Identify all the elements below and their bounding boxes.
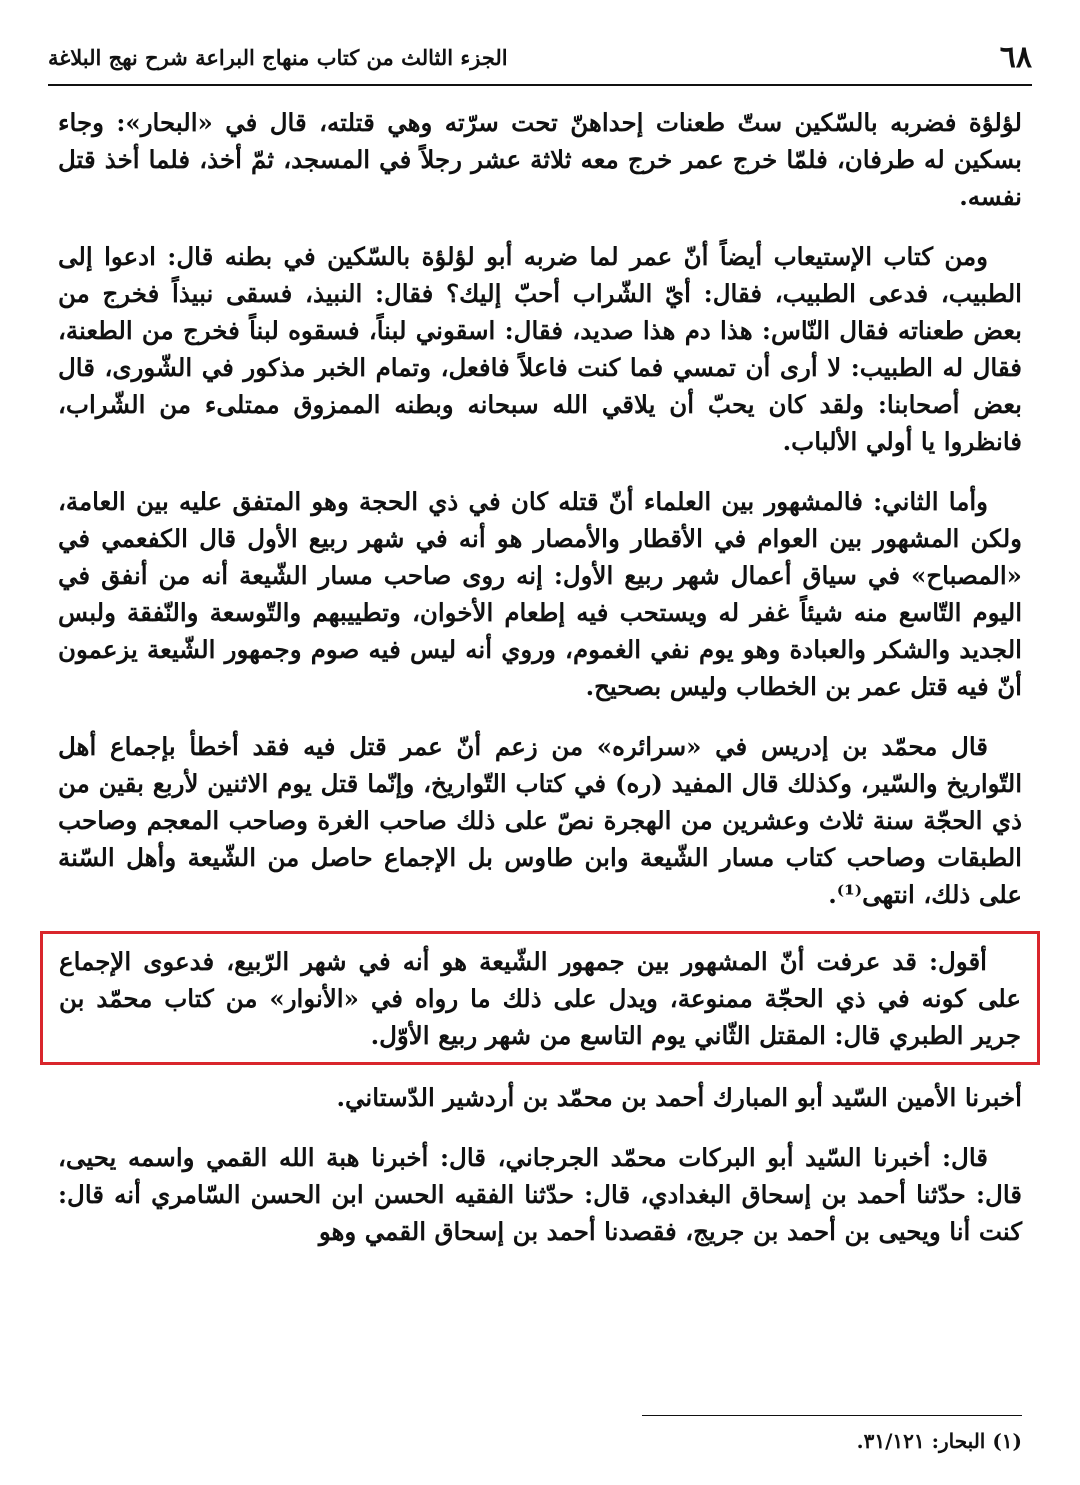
footnote: (١) البحار: ٣١/١٢١.	[856, 1429, 1022, 1453]
paragraph-6: أخبرنا الأمين السّيد أبو المبارك أحمد بن محمّد بن أردشير الدّستاني.	[336, 1083, 1022, 1112]
paragraph-1: لؤلؤة فضربه بالسّكين ستّ طعنات إحداهنّ تحت سرّته وهي قتلته، قال في «البحار»: وجاء بسكين له طرفان، فلمّا خرج عمر خرج معه ثلاثة عشر رجلاً في المسجد، ثمّ أخذ، فلما أخذ قتل نفسه.	[58, 108, 1022, 211]
footnote-rule	[642, 1415, 1022, 1416]
paragraph-3-lead: وأما الثاني:	[873, 487, 988, 516]
page-number: ٦٨	[999, 40, 1032, 75]
paragraph-2: ومن كتاب الإستيعاب أيضاً أنّ عمر لما ضربه أبو لؤلؤة بالسّكين في بطنه قال: ادعوا إلى الطبيب، فدعى الطبيب، فقال: أيّ الشّراب أحبّ إليك؟ فقال: النبيذ، فسقى نبيذاً فخرج من بعض طعناته فقال النّاس: هذا دم هذا صديد، فقال: اسقوني لبناً، فسقوه لبناً فخرج من الطعنة، فقال له الطبيب: لا أرى أن تمسي فما كنت فاعلاً فافعل، وتمام الخبر مذكور في الشّورى، قال بعض أصحابنا: ولقد كان يحبّ أن يلاقي الله سبحانه وبطنه الممزوق ممتلىء من الشّراب، فانظروا يا أولي الألباب.	[58, 242, 1022, 456]
highlight-box	[40, 931, 1040, 1065]
running-head	[48, 38, 1032, 78]
highlighted-paragraph: أقول: قد عرفت أنّ المشهور بين جمهور الشّيعة هو أنه في شهر الرّبيع، فدعوى الإجماع على كونه في ذي الحجّة ممنوعة، ويدل على ذلك ما رواه في «الأنوار» من كتاب محمّد بن جرير الطبري قال: المقتل الثّاني يوم التاسع من شهر ربيع الأوّل.	[59, 947, 1021, 1050]
paragraph-3-body: فالمشهور بين العلماء أنّ قتله كان في ذي الحجة وهو المتفق عليه بين العامة، ولكن المشهور بين العوام في الأقطار والأمصار هو أنه في شهر ربيع الأول قال الكفعمي في «المصباح» في سياق أعمال شهر ربيع الأول: إنه روى صاحب مسار الشّيعة أنه من أنفق في اليوم التّاسع منه شيئاً غفر له ويستحب فيه إطعام الأخوان، وتطييبهم والتّوسعة والنّفقة ولبس الجديد والشكر والعبادة وهو يوم نفي الغموم، وروي أنه ليس فيه صوم وجمهور الشّيعة يزعمون أنّ فيه قتل عمر بن الخطاب وليس بصحيح.	[58, 487, 1022, 701]
main-text	[58, 104, 1022, 1273]
paragraph-3	[58, 483, 1022, 705]
paragraph-4: قال محمّد بن إدريس في «سرائره» من زعم أنّ عمر قتل فيه فقد أخطأ بإجماع أهل التّواريخ والسّير، وكذلك قال المفيد (ره) في كتاب التّواريخ، وإنّما قتل يوم الاثنين لأربع بقين من ذي الحجّة سنة ثلاث وعشرين من الهجرة نصّ على ذلك صاحب الغرة وصاحب المعجم وصاحب الطبقات وصاحب كتاب مسار الشّيعة وابن طاوس بل الإجماع حاصل من الشّيعة وأهل السّنة على ذلك، انتهى⁽¹⁾.	[58, 732, 1022, 909]
header-title: الجزء الثالث من كتاب منهاج البراعة شرح نهج البلاغة	[48, 45, 508, 70]
header-rule	[48, 84, 1032, 86]
paragraph-7: قال: أخبرنا السّيد أبو البركات محمّد الجرجاني، قال: أخبرنا هبة الله القمي واسمه يحيى، قال: حدّثنا أحمد بن إسحاق البغدادي، قال: حدّثنا الفقيه الحسن ابن الحسن السّامري أنه قال: كنت أنا ويحيى بن أحمد بن جريج، فقصدنا أحمد بن إسحاق القمي وهو	[58, 1143, 1022, 1246]
